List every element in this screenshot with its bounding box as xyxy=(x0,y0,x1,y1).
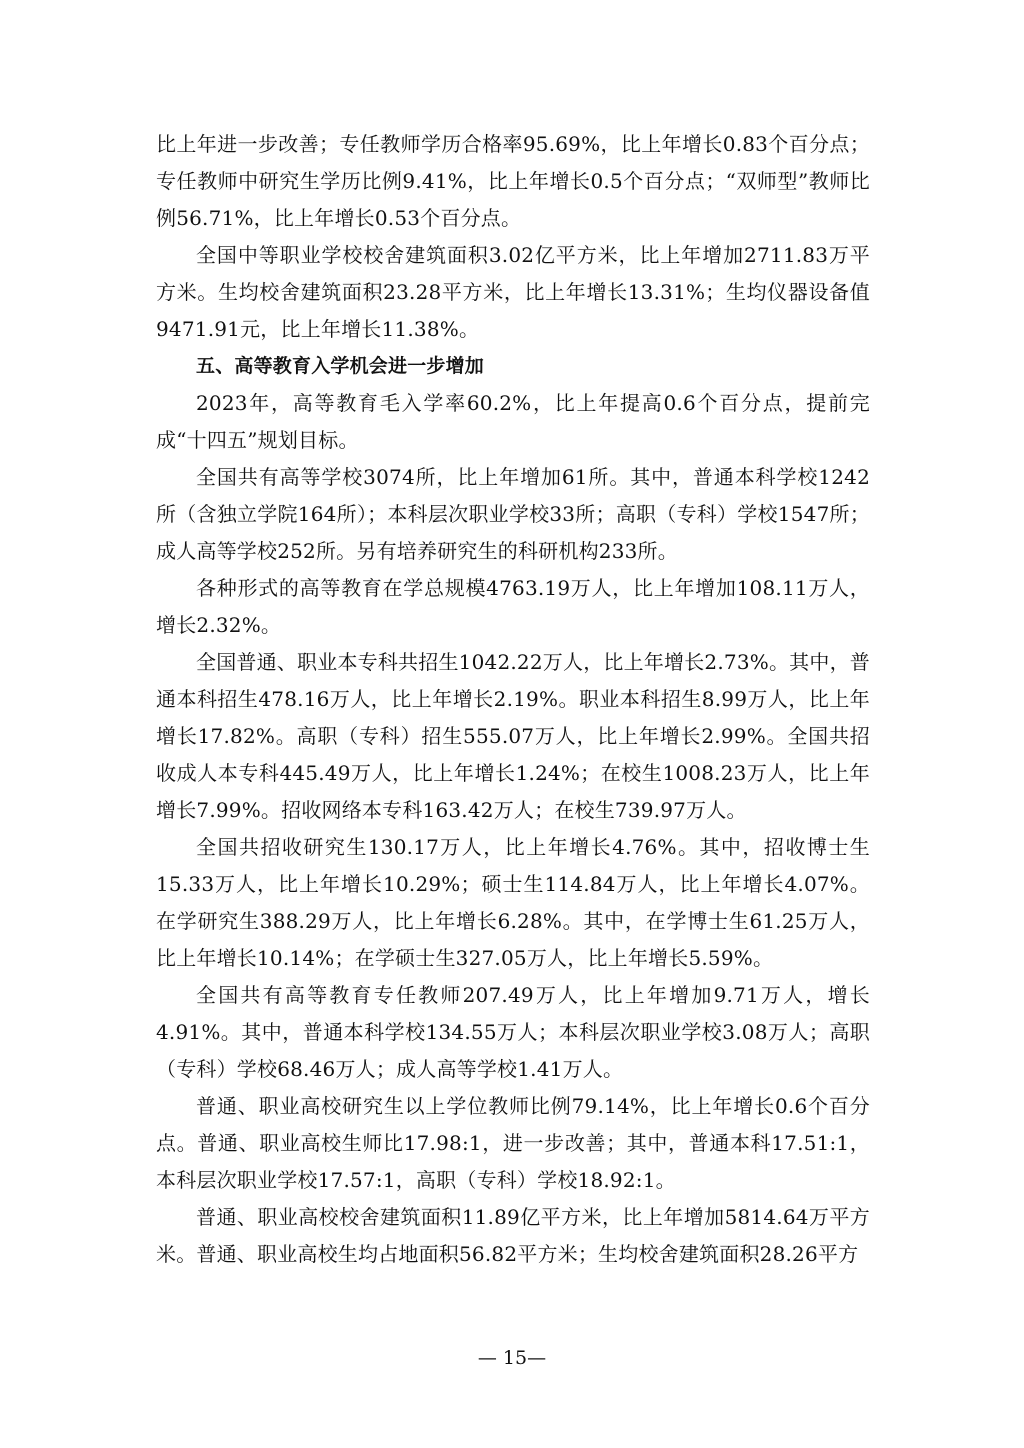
paragraph-secondary-building-area: 全国中等职业学校校舍建筑面积3.02亿平方米，比上年增加2711.83万平方米。生均校舍建筑面积23.28平方米，比上年增长13.31%；生均仪器设备值9471.91元，比上年增长11.38%。 xyxy=(156,243,870,341)
page-number: — 15— xyxy=(477,1347,547,1369)
paragraph-institution-count: 全国共有高等学校3074所，比上年增加61所。其中，普通本科学校1242所（含独立学院164所）；本科层次职业学校33所；高职（专科）学校1547所；成人高等学校252所。另有培养研究生的科研机构233所。 xyxy=(156,465,870,563)
document-body xyxy=(156,126,870,1273)
paragraph-enrollment-rate: 2023年，高等教育毛入学率60.2%，比上年提高0.6个百分点，提前完成“十四五”规划目标。 xyxy=(156,391,870,452)
paragraph-total-scale: 各种形式的高等教育在学总规模4763.19万人，比上年增加108.11万人，增长2.32%。 xyxy=(156,576,870,637)
paragraph-building-area: 普通、职业高校校舍建筑面积11.89亿平方米，比上年增加5814.64万平方米。普通、职业高校生均占地面积56.82平方米；生均校舍建筑面积28.26平方 xyxy=(156,1205,870,1266)
paragraph-undergraduate-enrollment: 全国普通、职业本专科共招生1042.22万人，比上年增长2.73%。其中，普通本科招生478.16万人，比上年增长2.19%。职业本科招生8.99万人，比上年增长17.82%。高职（专科）招生555.07万人，比上年增长2.99%。全国共招收成人本专科445.49万人，比上年增长1.24%；在校生1008.23万人，比上年增长7.99%。招收网络本专科163.42万人；在校生739.97万人。 xyxy=(156,650,870,822)
paragraph-graduate-enrollment: 全国共招收研究生130.17万人，比上年增长4.76%。其中，招收博士生15.33万人，比上年增长10.29%；硕士生114.84万人，比上年增长4.07%。在学研究生388.29万人，比上年增长6.28%。其中，在学博士生61.25万人，比上年增长10.14%；在学硕士生327.05万人，比上年增长5.59%。 xyxy=(156,835,870,970)
paragraph-student-teacher-ratio: 普通、职业高校研究生以上学位教师比例79.14%，比上年增长0.6个百分点。普通、职业高校生师比17.98:1，进一步改善；其中，普通本科17.51:1，本科层次职业学校17.57:1，高职（专科）学校18.92:1。 xyxy=(156,1094,870,1192)
paragraph-full-time-teachers: 全国共有高等教育专任教师207.49万人，比上年增加9.71万人，增长4.91%。其中，普通本科学校134.55万人；本科层次职业学校3.08万人；高职（专科）学校68.46万人；成人高等学校1.41万人。 xyxy=(156,983,870,1081)
paragraph-teacher-qualification: 比上年进一步改善；专任教师学历合格率95.69%，比上年增长0.83个百分点；专任教师中研究生学历比例9.41%，比上年增长0.5个百分点；“双师型”教师比例56.71%，比上年增长0.53个百分点。 xyxy=(156,132,870,230)
section-heading: 五、高等教育入学机会进一步增加 xyxy=(196,355,485,377)
